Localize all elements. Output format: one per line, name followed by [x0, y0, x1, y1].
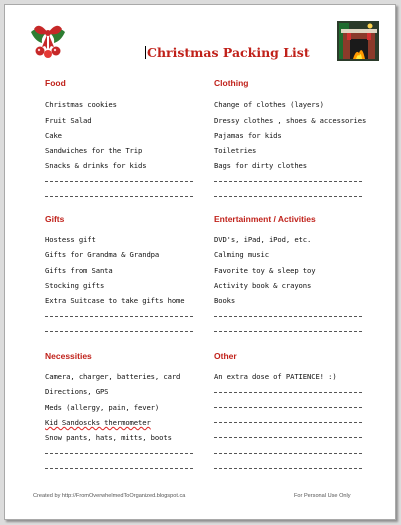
section-title-clothing: Clothing: [214, 78, 249, 88]
list-item: Books: [214, 296, 236, 305]
list-item: Gifts for Grandma & Grandpa: [45, 250, 160, 259]
blank-line[interactable]: [214, 468, 362, 469]
list-item: Activity book & crayons: [214, 281, 312, 290]
footer-credit: Created by http://FromOverwhelmedToOrganized.blogspot.ca: [33, 493, 186, 499]
fireplace-icon: [337, 21, 379, 61]
blank-line[interactable]: [45, 196, 193, 197]
list-item: Meds (allergy, pain, fever): [45, 403, 160, 412]
list-item: Change of clothes (layers): [214, 100, 324, 109]
list-item: Sandwiches for the Trip: [45, 146, 143, 155]
list-item: DVD's, iPad, iPod, etc.: [214, 235, 312, 244]
blank-line[interactable]: [214, 392, 362, 393]
list-item: Stocking gifts: [45, 281, 105, 290]
list-item: Directions, GPS: [45, 387, 109, 396]
blank-line[interactable]: [45, 453, 193, 454]
list-item: Christmas cookies: [45, 100, 117, 109]
list-item: Fruit Salad: [45, 116, 92, 125]
holly-bow-icon: [27, 20, 69, 60]
list-item: Cake: [45, 131, 62, 140]
blank-line[interactable]: [214, 453, 362, 454]
blank-line[interactable]: [45, 316, 193, 317]
packing-list-page: [4, 4, 396, 520]
section-title-entertainment: Entertainment / Activities: [214, 214, 316, 224]
blank-line[interactable]: [45, 468, 193, 469]
blank-line[interactable]: [214, 331, 362, 332]
blank-line[interactable]: [45, 181, 193, 182]
section-title-food: Food: [45, 78, 66, 88]
list-item: Camera, charger, batteries, card: [45, 372, 181, 381]
list-item: Dressy clothes , shoes & accessories: [214, 116, 367, 125]
page-title: Christmas Packing List: [147, 45, 310, 60]
section-title-other: Other: [214, 351, 237, 361]
list-item: Bags for dirty clothes: [214, 161, 307, 170]
blank-line[interactable]: [45, 331, 193, 332]
blank-line[interactable]: [214, 437, 362, 438]
section-title-necessities: Necessities: [45, 351, 92, 361]
list-item: Pajamas for kids: [214, 131, 282, 140]
list-item: Favorite toy & sleep toy: [214, 266, 316, 275]
footer-usage: For Personal Use Only: [294, 493, 351, 499]
list-item: Toiletries: [214, 146, 257, 155]
blank-line[interactable]: [214, 196, 362, 197]
blank-line[interactable]: [214, 316, 362, 317]
list-item: Hostess gift: [45, 235, 96, 244]
list-item: Gifts from Santa: [45, 266, 113, 275]
list-item: Snow pants, hats, mitts, boots: [45, 433, 172, 442]
blank-line[interactable]: [214, 181, 362, 182]
list-item: An extra dose of PATIENCE! :): [214, 372, 337, 381]
blank-line[interactable]: [214, 422, 362, 423]
list-item: Kid Sandoscks thermometer: [45, 418, 151, 427]
section-title-gifts: Gifts: [45, 214, 65, 224]
list-item: Snacks & drinks for kids: [45, 161, 147, 170]
blank-line[interactable]: [214, 407, 362, 408]
list-item: Calming music: [214, 250, 269, 259]
list-item: Extra Suitcase to take gifts home: [45, 296, 185, 305]
